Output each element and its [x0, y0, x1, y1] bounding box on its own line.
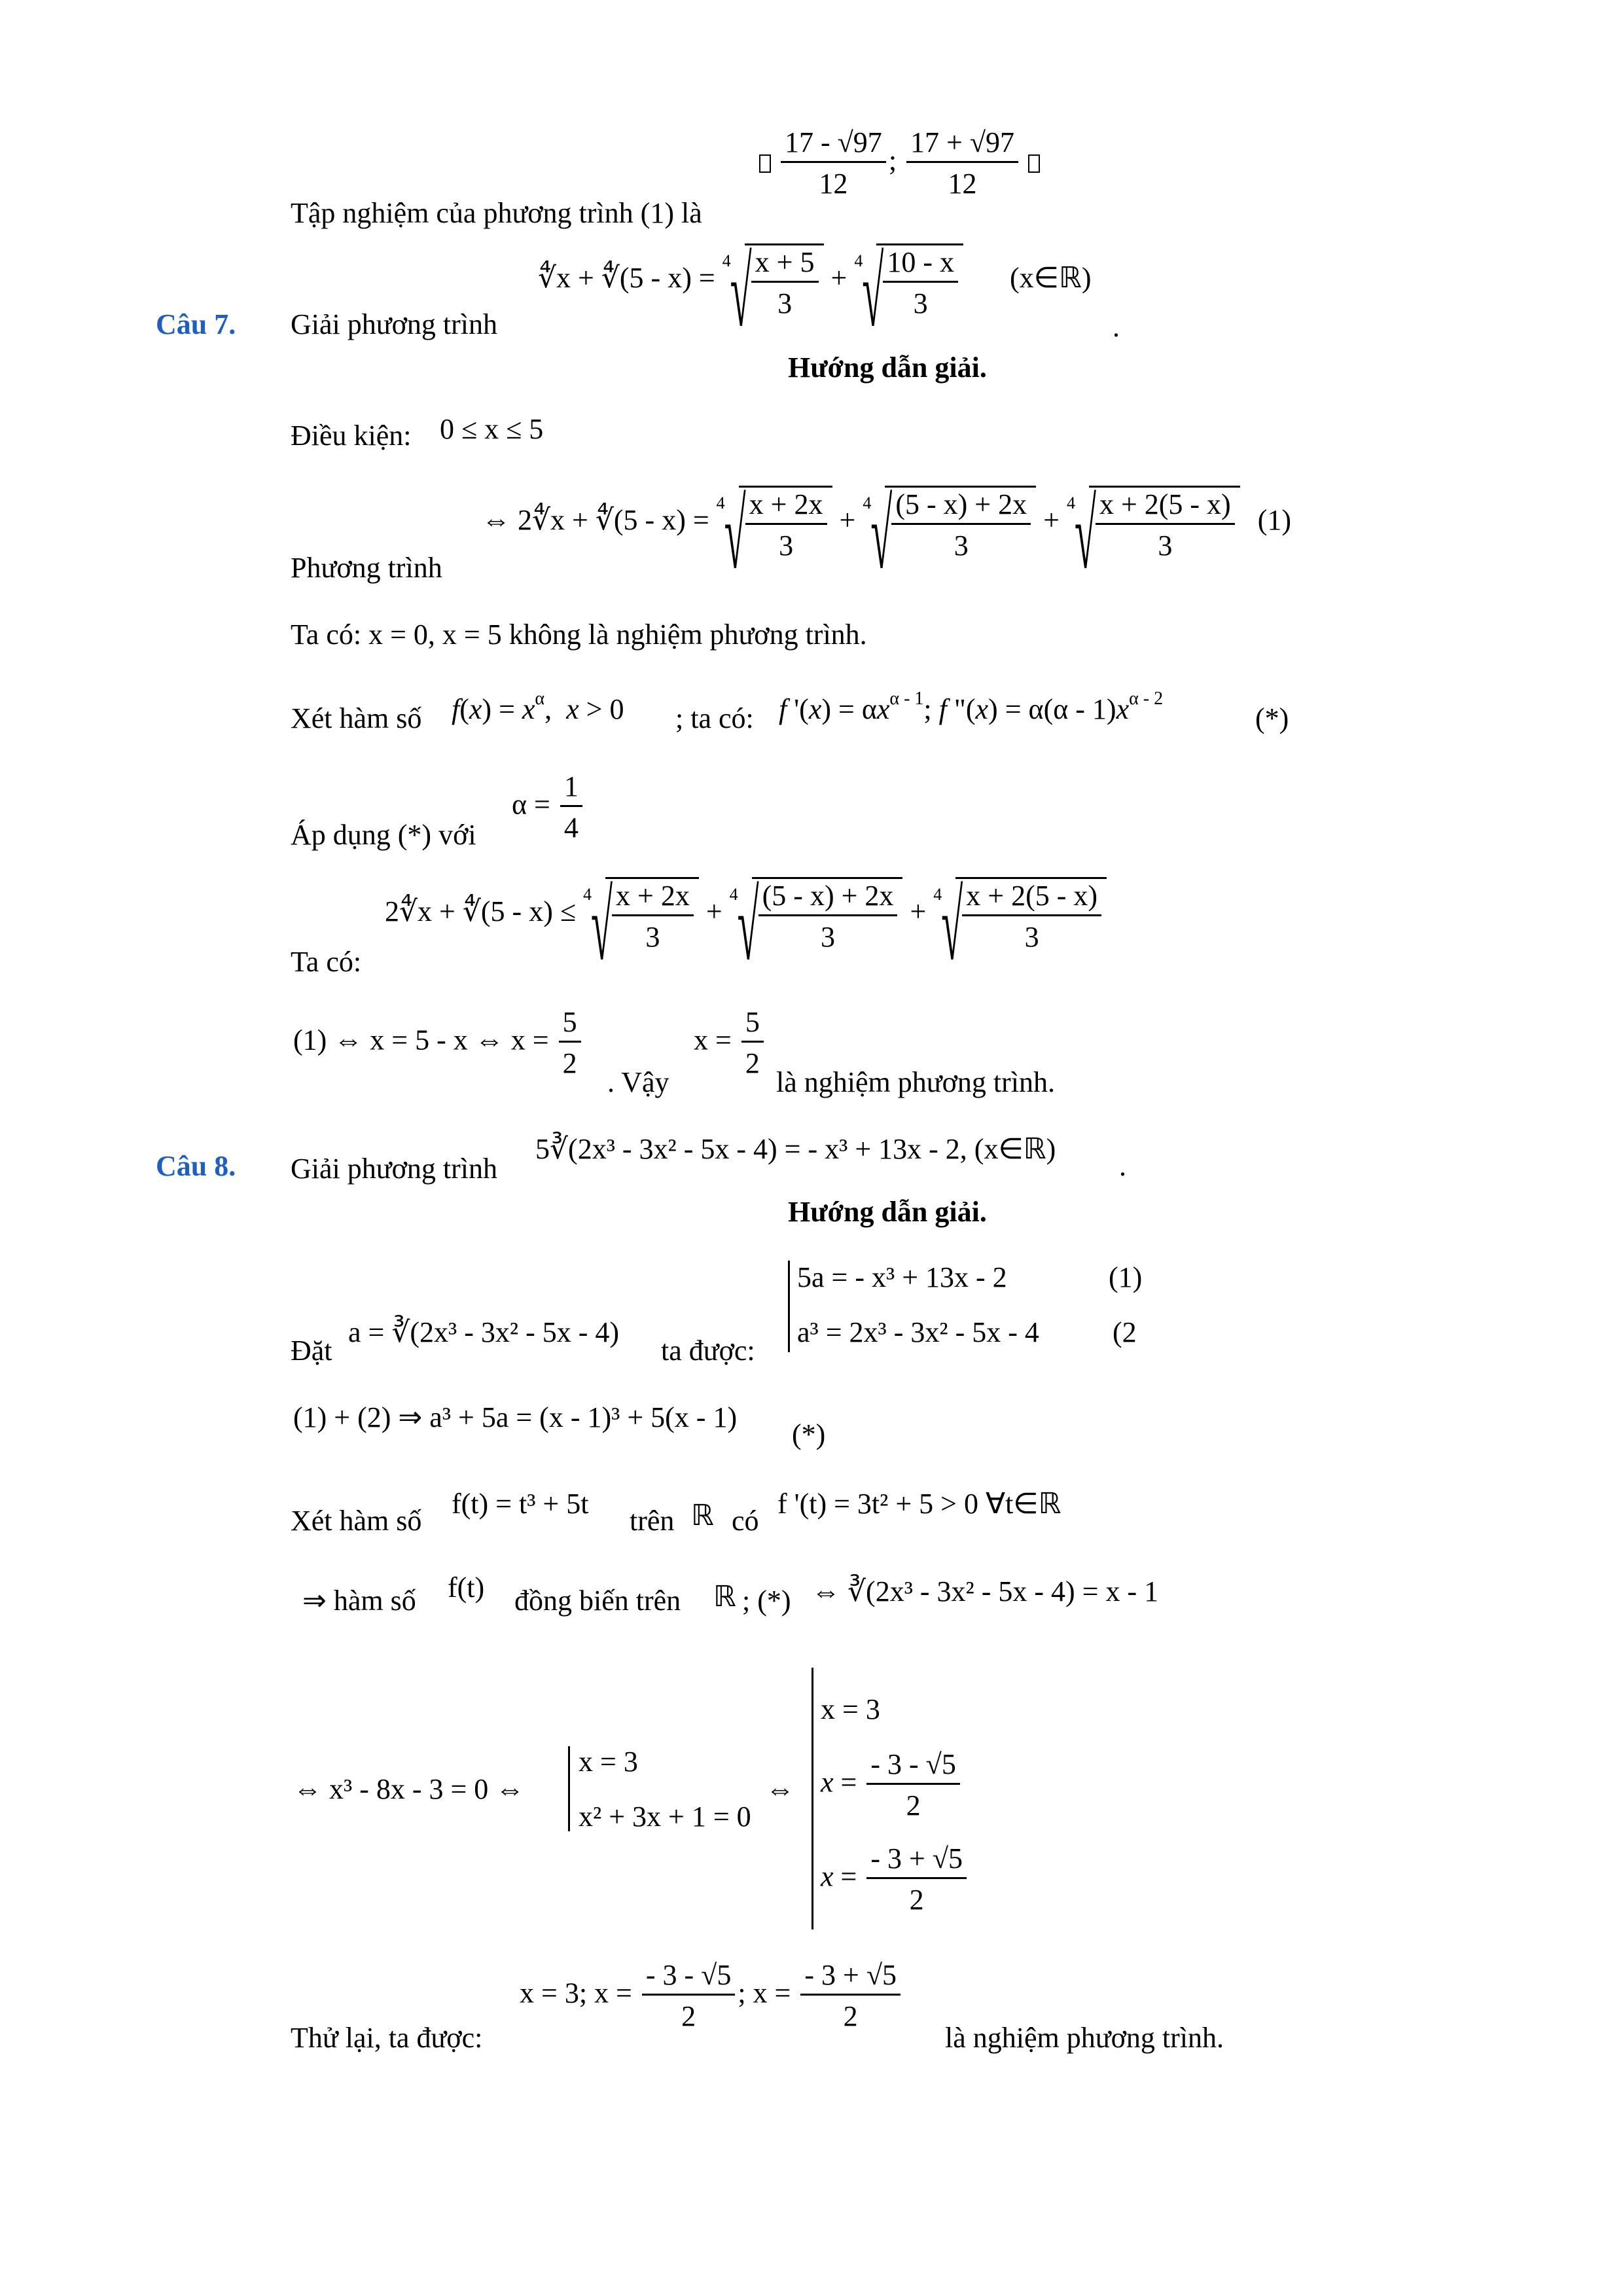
end-dot: .: [1113, 311, 1120, 343]
cubic-equation: ⇔ x³ - 8x - 3 = 0 ⇔: [293, 1773, 525, 1805]
root-brace: [812, 1668, 813, 1929]
fourth-root: 4 √ $\frac{10 - x}{3}$: [854, 243, 963, 318]
alpha-value: α = $\frac{1}{4}$: [512, 772, 585, 842]
guide-heading: Hướng dẫn giải.: [788, 351, 987, 384]
question-7-equation: ∜x + ∜(5 - x) = 4 √ $\frac{x + 5}{3}$ + 4 √ $\frac{10 - x}{3}$ (x∈ℝ): [538, 238, 1092, 347]
function-t: f(t) = t³ + 5t: [452, 1488, 589, 1520]
fourth-root: 4 √ $\frac{(5 - x) + 2x}{3}$: [863, 486, 1036, 560]
root-3: x = $\frac{- 3 + √5}{2}$: [821, 1844, 969, 1914]
function-def: $f(x) = x^\alpha$, x > 0: [452, 689, 624, 725]
x-value: x = $\frac{5}{2}$: [694, 1008, 766, 1078]
fourth-root: 4 √ $\frac{x + 5}{3}$: [722, 243, 824, 318]
function-f-t: f(t): [448, 1571, 485, 1604]
final-roots: x = 3; x = $\frac{- 3 - √5}{2}$ ; x = $\frac{- 3 + √5}{2}$: [520, 1961, 903, 2031]
question-8-label: Câu 8.: [156, 1150, 236, 1182]
cubic-system-2: x² + 3x + 1 = 0: [579, 1801, 751, 1833]
xet-mid: ; ta có:: [675, 702, 754, 734]
condition: 0 ≤ x ≤ 5: [440, 413, 544, 445]
ta-duoc: ta được:: [661, 1335, 755, 1367]
monotone-tail: ; (*): [742, 1585, 791, 1617]
ap-dung-label: Áp dụng (*) với: [291, 819, 476, 851]
end-dot: .: [1119, 1150, 1126, 1182]
ta-co-label: Ta có:: [291, 946, 362, 978]
bracket-glyph: [759, 154, 771, 173]
derivatives: f '$(x) = \alpha x^{\alpha - 1}$; f "$(x) = \alpha(\alpha - 1)x^{\alpha - 2}$: [779, 689, 1164, 725]
fourth-root: 4 √ $\frac{x + 2(5 - x)}{3}$: [933, 877, 1107, 952]
fourth-root: 4 √ $\frac{(5 - x) + 2x}{3}$: [730, 877, 903, 952]
solution-set-intro: Tập nghiệm của phương trình (1) là: [291, 197, 702, 229]
ta-co-line: Ta có: x = 0, x = 5 không là nghiệm phương trình.: [291, 619, 867, 651]
system-tag-2: (2: [1113, 1316, 1137, 1348]
condition-label: Điều kiện:: [291, 420, 412, 452]
dat-label: Đặt: [291, 1335, 332, 1367]
system-tag-1: (1): [1109, 1261, 1143, 1293]
system-eq-2: a³ = 2x³ - 3x² - 5x - 4: [797, 1316, 1039, 1348]
system-eq-1: 5a = - x³ + 13x - 2: [797, 1261, 1007, 1293]
real-set: ℝ: [691, 1499, 714, 1532]
question-7-label: Câu 7.: [156, 308, 236, 340]
real-set: ℝ: [713, 1581, 736, 1613]
bracket-glyph: [1028, 154, 1040, 173]
inequality: 2∜x + ∜(5 - x) ≤ 4 √ $\frac{x + 2x}{3}$ + 4 √ $\frac{(5 - x) + 2x}{3}$ + 4 √ $\frac{x + 2(5 - x)}{3}$: [385, 877, 1107, 952]
monotone-equation: ⇔ ∛(2x³ - 3x² - 5x - 4) = x - 1: [812, 1575, 1159, 1607]
system-brace: [568, 1746, 570, 1831]
system-brace: [788, 1261, 790, 1352]
fraction: $\frac{17 + √97}{12}$: [906, 128, 1018, 198]
fourth-root: 4 √ $\frac{x + 2(5 - x)}{3}$: [1067, 486, 1240, 560]
equation-1: ⇔ 2∜x + ∜(5 - x) = 4 √ $\frac{x + 2x}{3}$ + 4 √ $\frac{(5 - x) + 2x}{3}$ + 4 √ $\frac{x + 2(5 - x)}{3}$ (1): [482, 480, 1292, 589]
tren: trên: [630, 1505, 675, 1537]
cubic-system-1: x = 3: [579, 1746, 638, 1778]
sum-tag: (*): [792, 1418, 826, 1450]
xet-tag: (*): [1255, 702, 1289, 734]
fraction: $\frac{17 - √97}{12}$: [781, 128, 886, 198]
final-text: là nghiệm phương trình.: [945, 2022, 1224, 2054]
derivative-t: f '(t) = 3t² + 5 > 0 ∀t∈ℝ: [777, 1488, 1061, 1520]
solution-set-formula: $\frac{17 - √97}{12}$ ; $\frac{17 + √97}{12}$: [759, 128, 1040, 198]
xet-label: Xét hàm số: [291, 1505, 422, 1537]
iff-symbol: ⇔: [766, 1773, 794, 1805]
vay: . Vậy: [607, 1066, 669, 1098]
monotone-label: ⇒ hàm số: [302, 1585, 416, 1617]
a-definition: a = ∛(2x³ - 3x² - 5x - 4): [348, 1316, 620, 1348]
question-8-equation: 5∛(2x³ - 3x² - 5x - 4) = - x³ + 13x - 2, (x∈ℝ): [535, 1133, 1056, 1165]
xet-label: Xét hàm số: [291, 702, 422, 734]
conclusion-equation: (1) ⇔ x = 5 - x ⇔ x = $\frac{5}{2}$: [293, 1008, 584, 1078]
sum-equation: (1) + (2) ⇒ a³ + 5a = (x - 1)³ + 5(x - 1): [293, 1401, 738, 1433]
co: có: [732, 1505, 759, 1537]
monotone-mid: đồng biến trên: [514, 1585, 681, 1617]
fourth-root: 4 √ $\frac{x + 2x}{3}$: [583, 877, 699, 952]
question-7-prompt: Giải phương trình: [291, 308, 497, 340]
conclusion-text: là nghiệm phương trình.: [776, 1066, 1055, 1098]
guide-heading: Hướng dẫn giải.: [788, 1196, 987, 1228]
root-1: x = 3: [821, 1693, 880, 1725]
equation-label: Phương trình: [291, 552, 442, 584]
question-8-prompt: Giải phương trình: [291, 1153, 497, 1185]
verify-label: Thử lại, ta được:: [291, 2022, 483, 2054]
fourth-root: 4 √ $\frac{x + 2x}{3}$: [717, 486, 832, 560]
root-2: x = $\frac{- 3 - √5}{2}$: [821, 1750, 963, 1820]
